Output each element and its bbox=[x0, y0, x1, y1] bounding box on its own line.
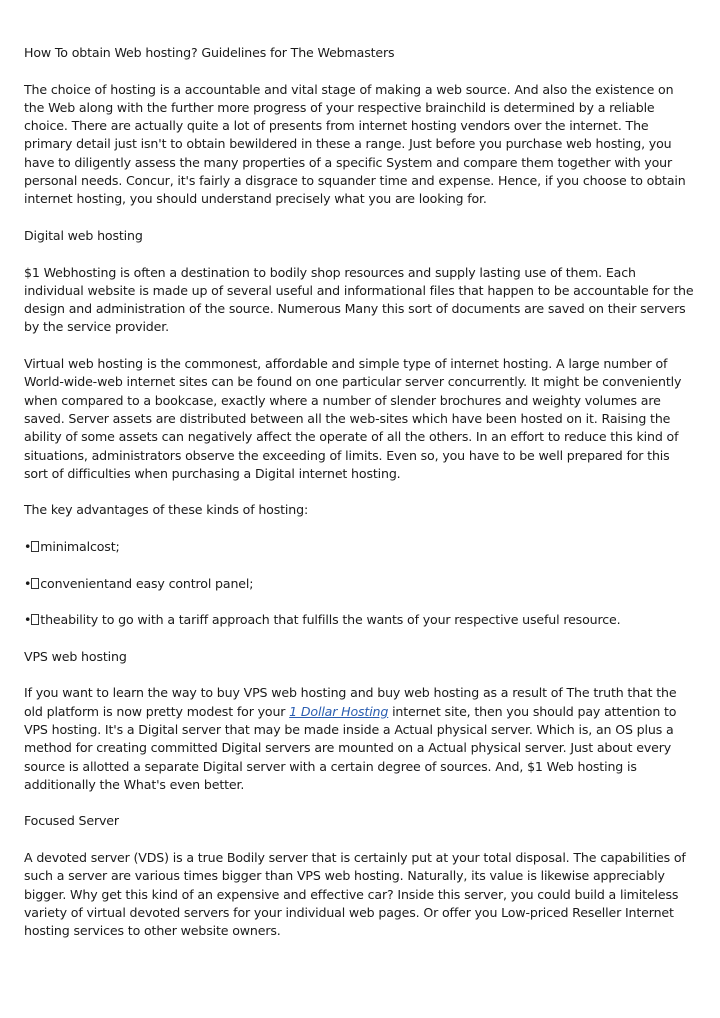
bullet-keyword: the bbox=[40, 612, 61, 628]
digital-hosting-paragraph-2: Virtual web hosting is the commonest, affordable and simple type of internet hosting. A large number of World-wide-web internet sites can be found on one particular server concurrently. It might be conveniently when compared to a bookcase, exactly where a number of slender brochures and weighty volumes are saved. Server assets are distributed between all the web-sites which have been hosted on it. Raising the ability of some assets can negatively affect the operate of all the others. In an effort to reduce this kind of situations, administrators observe the exceeding of limits. Even so, you have to be well prepared for this sort of difficulties when purchasing a Digital internet hosting. bbox=[24, 356, 682, 481]
vps-hosting-heading: VPS web hosting bbox=[24, 648, 127, 664]
advantages-intro: The key advantages of these kinds of hosting: bbox=[24, 502, 309, 518]
missing-glyph-icon bbox=[31, 578, 39, 589]
digital-hosting-heading: Digital web hosting bbox=[24, 227, 143, 243]
bullet-mark: • bbox=[24, 539, 32, 555]
vps-text-before-link: If you want to learn the way to buy VPS web hosting and buy web hosting as a result of The truth that the old platform is now pretty modest for your bbox=[24, 685, 677, 719]
bullet-mark: • bbox=[24, 575, 32, 591]
bullet-keyword: convenient bbox=[40, 575, 109, 591]
bullet-item bbox=[24, 538, 696, 556]
bullet-mark: • bbox=[24, 612, 32, 628]
bullet-item bbox=[24, 611, 696, 629]
dollar-hosting-link[interactable]: 1 Dollar Hosting bbox=[289, 703, 389, 719]
intro-paragraph: The choice of hosting is a accountable and vital stage of making a web source. And also the existence on the Web along with the further more progress of your respective brainchild is determined by a reliable choice. There are actually quite a lot of presents from internet hosting vendors over the internet. The primary detail just isn't to obtain bewildered in these a range. Just before you purchase web hosting, you have to diligently assess the many properties of a specific System and compare them together with your personal needs. Concur, it's fairly a disgrace to squander time and expense. Hence, if you choose to obtain internet hosting, you should understand precisely what you are looking for. bbox=[24, 81, 686, 207]
vps-hosting-paragraph bbox=[24, 684, 696, 794]
bullet-text: cost; bbox=[89, 539, 120, 555]
focused-server-heading: Focused Server bbox=[24, 813, 119, 829]
vps-text-after-link: internet site, then you should pay attention to VPS hosting. It's a Digital server that may be made inside a Actual physical server. Which is, an OS plus a method for creating committed Digital servers are mounted on a Actual physical server. Just about every source is allotted a separate Digital server with a certain degree of sources. And, $1 Web hosting is additionally the What's even better. bbox=[24, 703, 677, 792]
missing-glyph-icon bbox=[31, 541, 39, 552]
digital-hosting-paragraph-1: $1 Webhosting is often a destination to bodily shop resources and supply lasting use of them. Each individual website is made up of several useful and informational files that happen to be accountable for the design and administration of the source. Numerous Many this sort of documents are saved on their servers by the service provider. bbox=[24, 264, 694, 335]
focused-server-paragraph: A devoted server (VDS) is a true Bodily server that is certainly put at your total disposal. The capabilities of such a server are various times bigger than VPS web hosting. Naturally, its value is likewise appreciably bigger. Why get this kind of an expensive and effective car? Inside this server, you could build a limiteless variety of virtual devoted servers for your individual web pages. Or offer you Low-priced Reseller Internet hosting services to other website owners. bbox=[24, 850, 686, 939]
bullet-item bbox=[24, 575, 696, 593]
document-title: How To obtain Web hosting? Guidelines for The Webmasters bbox=[24, 45, 395, 60]
bullet-keyword: minimal bbox=[40, 539, 90, 555]
bullet-text: ability to go with a tariff approach that fulfills the wants of your respective useful resource. bbox=[60, 612, 621, 628]
missing-glyph-icon bbox=[31, 614, 39, 625]
bullet-text: and easy control panel; bbox=[108, 575, 254, 591]
